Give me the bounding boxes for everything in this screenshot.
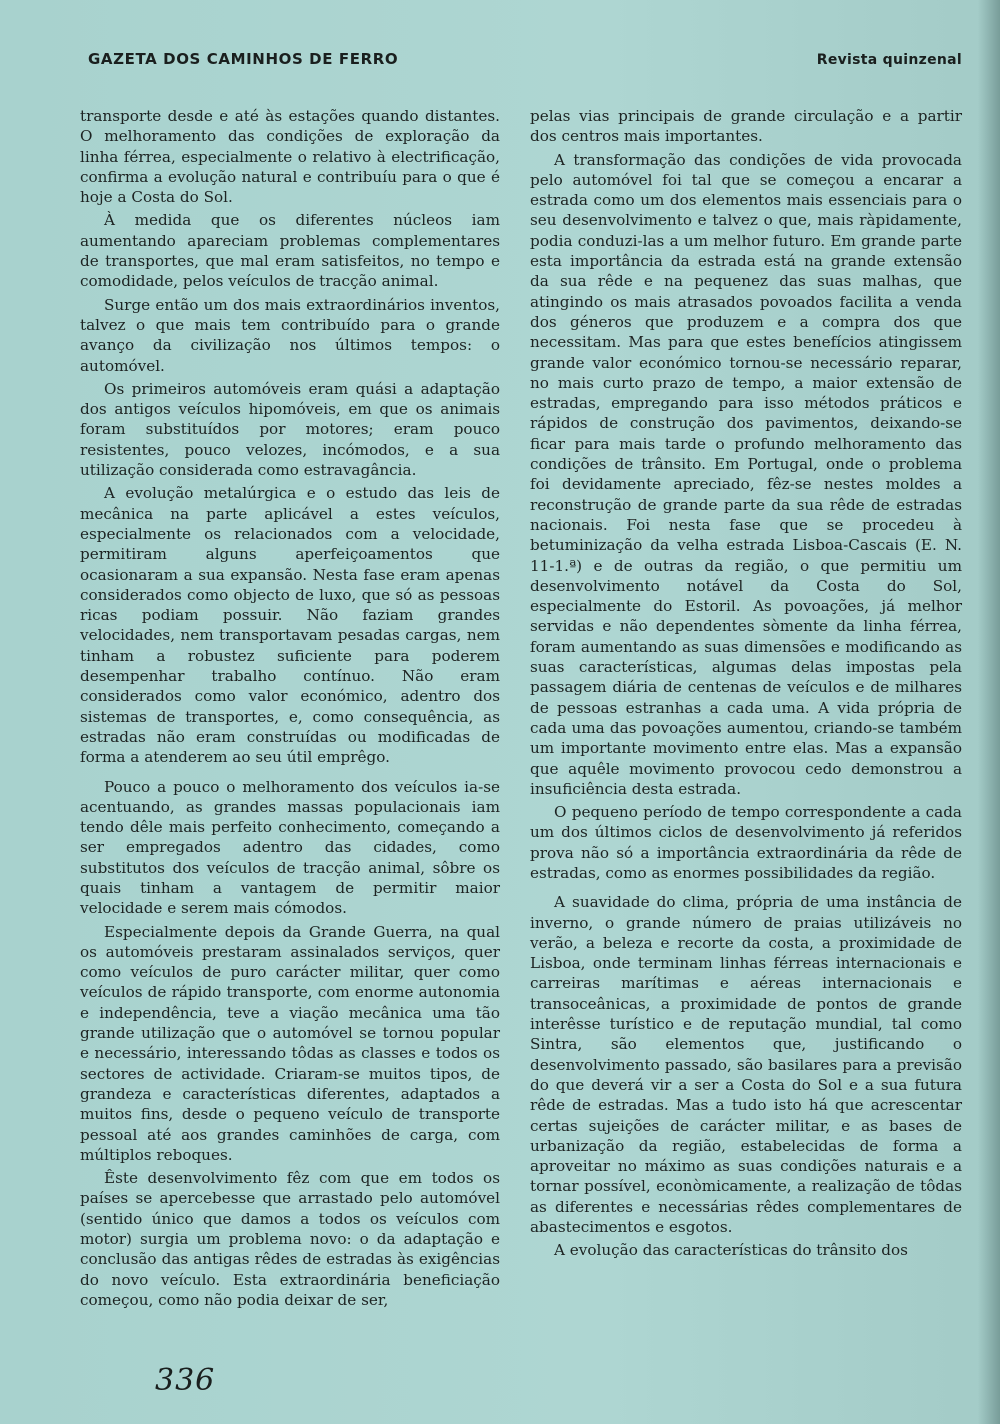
paragraph: Os primeiros automóveis eram quási a adaptação dos antigos veículos hipomóveis, em que os animais foram substituídos por motores; eram pouco resistentes, pouco velozes, incómodos, e a sua utilização considerada como estravagância. [80,379,500,480]
page-edge-shadow [978,0,1000,1424]
paragraph: Pouco a pouco o melhoramento dos veículos ia-se acentuando, as grandes massas populacionais iam tendo dêle mais perfeito conhecimento, começando a ser empregados adentro das cidades, como substitutos dos veículos de tracção animal, sôbre os quais tinham a vantagem de permitir maior velocidade e serem mais cómodos. [80,777,500,918]
publication-title: GAZETA DOS CAMINHOS DE FERRO [88,50,399,68]
paragraph: O pequeno período de tempo correspondente a cada um dos últimos ciclos de desenvolvimento já referidos prova não só a importância extraordinária da rêde de estradas, como as enormes possibilidades da região. [530,803,962,882]
paragraph: À medida que os diferentes núcleos iam aumentando apareciam problemas complementares de transportes, que mal eram satisfeitos, no tempo e comodidade, pelos veículos de tracção animal. [80,211,500,291]
left-column [80,106,500,1313]
paragraph: pelas vias principais de grande circulação e a partir dos centros mais importantes. [530,107,962,146]
paragraph: Êste desenvolvimento fêz com que em todos os países se apercebesse que arrastado pelo automóvel (sentido único que damos a todos os veículos com motor) surgia um problema novo: o da adaptação e conclusão das antigas rêdes de estradas às exigências do novo veículo. Esta extraordinária beneficiação começou, como não podia deixar de ser, [80,1169,500,1309]
paragraph: A evolução das características do trânsito dos [554,1241,908,1260]
right-column [530,106,962,1264]
paragraph: A transformação das condições de vida provocada pelo automóvel foi tal que se começou a encarar a estrada como um dos elementos mais essenciais para o seu desenvolvimento e talvez o que, mais ràpidamente, podia conduzi-las a um melhor futuro. Em grande parte esta importância da estrada está na grande extensão da sua rêde e na pequenez das suas malhas, que atingindo os mais atrasados povoados facilita a venda dos géneros que produzem e a compra dos que necessitam. Mas para que estes benefícios atingissem grande valor económico tornou-se necessário reparar, no mais curto prazo de tempo, a maior extensão de estradas, empregando para isso métodos práticos e rápidos de construção dos pavimentos, deixando-se ficar para mais tarde o profundo melhoramento das condições de trânsito. Em Portugal, onde o problema foi devidamente apreciado, fêz-se nestes moldes a reconstrução de grande parte da sua rêde de estradas nacionais. Foi nesta fase que se procedeu à betuminização da velha estrada Lisboa-Cascais (E. N. 11-1.ª) e de outras da região, o que permitiu um desenvolvimento notável da Costa do Sol, especialmente do Estoril. As povoações, já melhor servidas e não dependentes sòmente da linha férrea, foram aumentando as suas dimensões e modificando as suas características, algumas delas impostas pela passagem diária de centenas de veículos e de milhares de pessoas estranhas a cada uma. A vida própria de cada uma das povoações aumentou, criando-se também um importante movimento entre elas. Mas a expansão que aquêle movimento provocou cedo demonstrou a insuficiência desta estrada. [530,150,962,798]
publication-frequency: Revista quinzenal [816,52,962,68]
paragraph: transporte desde e até às estações quando distantes. O melhoramento das condições de exploração da linha férrea, especialmente o relativo à electrificação, confirma a evolução natural e contribuíu para o que é hoje a Costa do Sol. [80,107,500,207]
paragraph: Surge então um dos mais extraordinários inventos, talvez o que mais tem contribuído para o grande avanço da civilização nos últimos tempos: o automóvel. [80,295,500,375]
paragraph: A suavidade do clima, própria de uma instância de inverno, o grande número de praias utilizáveis no verão, a beleza e recorte da costa, a proximidade de Lisboa, onde terminam linhas férreas internacionais e carreiras marítimas e aéreas internacionais e transoceânicas, a proximidade de pontos de grande interêsse turístico e de reputação mundial, tal como Sintra, são elementos que, justificando o desenvolvimento passado, são basilares para a previsão do que deverá vir a ser a Costa do Sol e a sua futura rêde de estradas. Mas a tudo isto há que acrescentar certas sujeições de carácter militar, e as bases de urbanização da região, estabelecidas de forma a aproveitar no máximo as suas condições naturais e a tornar possível, econòmicamente, a realização de tôdas as diferentes e necessárias rêdes complementares de abastecimentos e esgotos. [530,893,962,1237]
paragraph: A evolução metalúrgica e o estudo das leis de mecânica na parte aplicável a estes veículos, especialmente os relacionados com a velocidade, permitiram alguns aperfeiçoamentos que ocasionaram a sua expansão. Nesta fase eram apenas considerados como objecto de luxo, que só as pessoas ricas podiam possuir. Não faziam grandes velocidades, nem transportavam pesadas cargas, nem tinham a robustez suficiente para poderem desempenhar trabalho contínuo. Não eram considerados como valor económico, adentro dos sistemas de transportes, e, como consequência, as estradas não eram construídas ou modificadas de forma a atenderem ao seu útil emprêgo. [80,484,500,767]
page-number: 336 [155,1363,216,1398]
paragraph: Especialmente depois da Grande Guerra, na qual os automóveis prestaram assinalados serviços, quer como veículos de puro carácter militar, quer como veículos de rápido transporte, com enorme autonomia e independência, teve a viação mecânica uma tão grande utilização que o automóvel se tornou popular e necessário, interessando tôdas as classes e todos os sectores de actividade. Criaram-se muitos tipos, de grandeza e características diferentes, adaptados a muitos fins, desde o pequeno veículo de transporte pessoal até aos grandes caminhões de carga, com múltiplos reboques. [80,922,500,1164]
